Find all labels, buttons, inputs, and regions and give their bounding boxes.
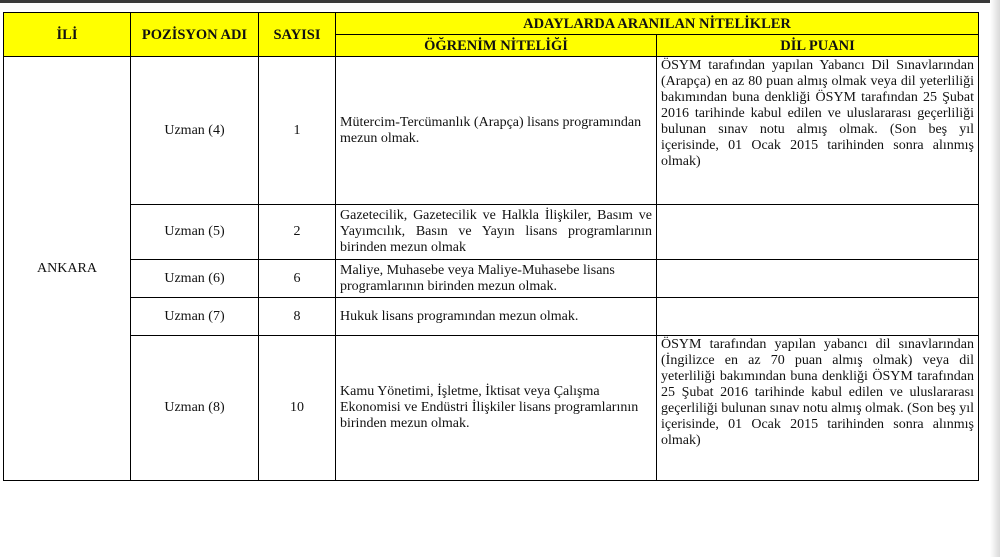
top-divider [0,0,1000,3]
dil-cell: ÖSYM tarafından yapılan Yabancı Dil Sınavlarından (Arapça) en az 80 puan almış olmak veya dil yeterliliği bakımından buna denkliği ÖSYM tarafından 25 Şubat 2016 tarihinde kabul edilen ve uluslararası geçerliliği bulunan sınav notu almış olmak. (Son beş yıl içerisinde, 01 Ocak 2015 tarihinden sonra alınmış olmak) [657,57,979,205]
table-row [4,260,979,298]
sayi-cell: 2 [259,205,336,260]
pozisyon-cell: Uzman (5) [131,205,259,260]
table-row [4,298,979,336]
sayi-cell: 6 [259,260,336,298]
pozisyon-cell: Uzman (4) [131,57,259,205]
ogrenim-cell: Hukuk lisans programından mezun olmak. [336,298,657,336]
table-row [4,57,979,205]
header-nitelikler: ADAYLARDA ARANILAN NİTELİKLER [336,13,979,35]
dil-cell: ÖSYM tarafından yapılan yabancı dil sınavlarından (İngilizce en az 70 puan almış olmak) veya dil yeterliliği bakımından buna denkliği ÖSYM tarafından 25 Şubat 2016 tarihinde kabul edilen ve uluslararası geçerliliği bulunan sınav notu almış olmak. (Son beş yıl içerisinde, 01 Ocak 2015 tarihinden sonra alınmış olmak) [657,336,979,481]
dil-cell [657,298,979,336]
table-row [4,336,979,481]
header-dil: DİL PUANI [657,35,979,57]
sayi-cell: 8 [259,298,336,336]
page-edge-shadow [990,0,1000,557]
dil-cell [657,205,979,260]
ogrenim-cell: Kamu Yönetimi, İşletme, İktisat veya Çalışma Ekonomisi ve Endüstri İlişkiler lisans programlarının birinden mezun olmak. [336,336,657,481]
header-pozisyon-adi: POZİSYON ADI [131,13,259,57]
header-ogrenim: ÖĞRENİM NİTELİĞİ [336,35,657,57]
pozisyon-cell: Uzman (7) [131,298,259,336]
city-cell: ANKARA [4,57,131,481]
dil-cell [657,260,979,298]
table-row [4,205,979,260]
header-sayisi: SAYISI [259,13,336,57]
ogrenim-cell: Mütercim-Tercümanlık (Arapça) lisans programından mezun olmak. [336,57,657,205]
positions-table [3,12,979,481]
ogrenim-cell: Maliye, Muhasebe veya Maliye-Muhasebe lisans programlarının birinden mezun olmak. [336,260,657,298]
pozisyon-cell: Uzman (8) [131,336,259,481]
sayi-cell: 10 [259,336,336,481]
pozisyon-cell: Uzman (6) [131,260,259,298]
ogrenim-cell: Gazetecilik, Gazetecilik ve Halkla İlişkiler, Basım ve Yayımcılık, Basın ve Yayın lisans programlarının birinden mezun olmak [336,205,657,260]
header-ili: İLİ [4,13,131,57]
sayi-cell: 1 [259,57,336,205]
